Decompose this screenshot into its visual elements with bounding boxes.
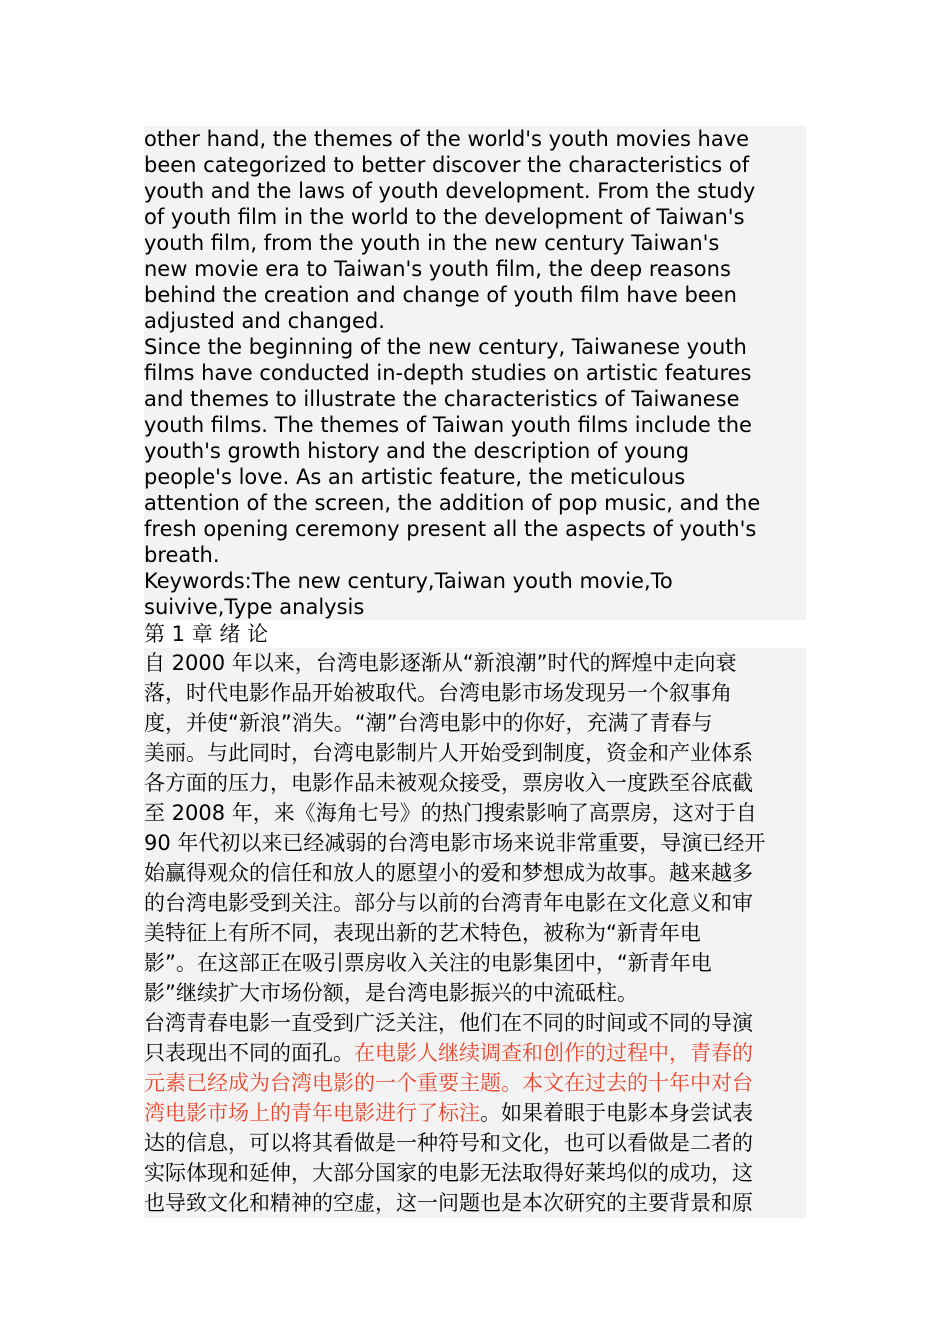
keywords [144, 568, 806, 620]
text-line: 也导致文化和精神的空虚，这一问题也是本次研究的主要背景和原 [144, 1188, 806, 1218]
text-line: Since the beginning of the new century, Taiwanese youth [144, 335, 747, 359]
text-line: 台湾青春电影一直受到广泛关注，他们在不同的时间或不同的导演 [144, 1008, 806, 1038]
text-line: new movie era to Taiwan's youth film, the deep reasons [144, 257, 731, 281]
text-line: 始赢得观众的信任和放人的愿望小的爱和梦想成为故事。越来越多 [144, 858, 806, 888]
highlighted-text: 元素已经成为台湾电影的一个重要主题。本文在过去的十年中对台 [144, 1068, 806, 1098]
text-line: other hand, the themes of the world's youth movies have [144, 127, 750, 151]
text-line: adjusted and changed. [144, 309, 385, 333]
text-line: 影”。在这部正在吸引票房收入关注的电影集团中，“新青年电 [144, 948, 806, 978]
text-line: 落，时代电影作品开始被取代。台湾电影市场发现另一个叙事角 [144, 678, 806, 708]
text-line: youth films. The themes of Taiwan youth films include the [144, 413, 752, 437]
abstract-paragraph-2 [144, 334, 806, 568]
text-line: youth film, from the youth in the new century Taiwan's [144, 231, 720, 255]
abstract-paragraph-1 [144, 126, 806, 334]
text-line: 美特征上有所不同，表现出新的艺术特色，被称为“新青年电 [144, 918, 806, 948]
text-line: 至 2008 年，来《海角七号》的热门搜索影响了高票房，这对于自 [144, 798, 806, 828]
highlighted-text: 在电影人继续调查和创作的过程中，青春的 [354, 1041, 753, 1065]
text-line [144, 1098, 806, 1128]
document-page [144, 126, 806, 1218]
chinese-paragraph-2 [144, 1008, 806, 1218]
plain-text: 。如果着眼于电影本身尝试表 [480, 1101, 753, 1125]
text-line [144, 1038, 806, 1068]
text-line: and themes to illustrate the characteristics of Taiwanese [144, 387, 740, 411]
text-line: people's love. As an artistic feature, the meticulous [144, 465, 686, 489]
text-line: fresh opening ceremony present all the aspects of youth's [144, 517, 757, 541]
text-line: 度，并使“新浪”消失。“潮”台湾电影中的你好，充满了青春与 [144, 708, 806, 738]
text-line: films have conducted in-depth studies on artistic features [144, 361, 752, 385]
text-line: 影”继续扩大市场份额，是台湾电影振兴的中流砥柱。 [144, 978, 806, 1008]
text-line: youth and the laws of youth development. From the study [144, 179, 756, 203]
text-line: 各方面的压力，电影作品未被观众接受，票房收入一度跌至谷底截 [144, 768, 806, 798]
text-line: breath. [144, 543, 220, 567]
text-line: 达的信息，可以将其看做是一种符号和文化，也可以看做是二者的 [144, 1128, 806, 1158]
plain-text: 只表现出不同的面孔。 [144, 1041, 354, 1065]
text-line: youth's growth history and the description of young [144, 439, 690, 463]
text-line: 的台湾电影受到关注。部分与以前的台湾青年电影在文化意义和审 [144, 888, 806, 918]
text-line: attention of the screen, the addition of pop music, and the [144, 491, 761, 515]
text-line: behind the creation and change of youth film have been [144, 283, 737, 307]
text-line: 自 2000 年以来，台湾电影逐渐从“新浪潮”时代的辉煌中走向衰 [144, 648, 806, 678]
text-line: suivive,Type analysis [144, 595, 365, 619]
text-line: of youth film in the world to the development of Taiwan's [144, 205, 745, 229]
chinese-paragraph-1 [144, 648, 806, 1008]
text-line: been categorized to better discover the characteristics of [144, 153, 750, 177]
text-line: 美丽。与此同时，台湾电影制片人开始受到制度，资金和产业体系 [144, 738, 806, 768]
text-line: 90 年代初以来已经减弱的台湾电影市场来说非常重要，导演已经开 [144, 828, 806, 858]
text-line: Keywords:The new century,Taiwan youth movie,To [144, 569, 673, 593]
chapter-heading: 第 1 章 绪 论 [144, 622, 269, 646]
text-line: 实际体现和延伸，大部分国家的电影无法取得好莱坞似的成功，这 [144, 1158, 806, 1188]
highlighted-text: 湾电影市场上的青年电影进行了标注 [144, 1101, 480, 1125]
